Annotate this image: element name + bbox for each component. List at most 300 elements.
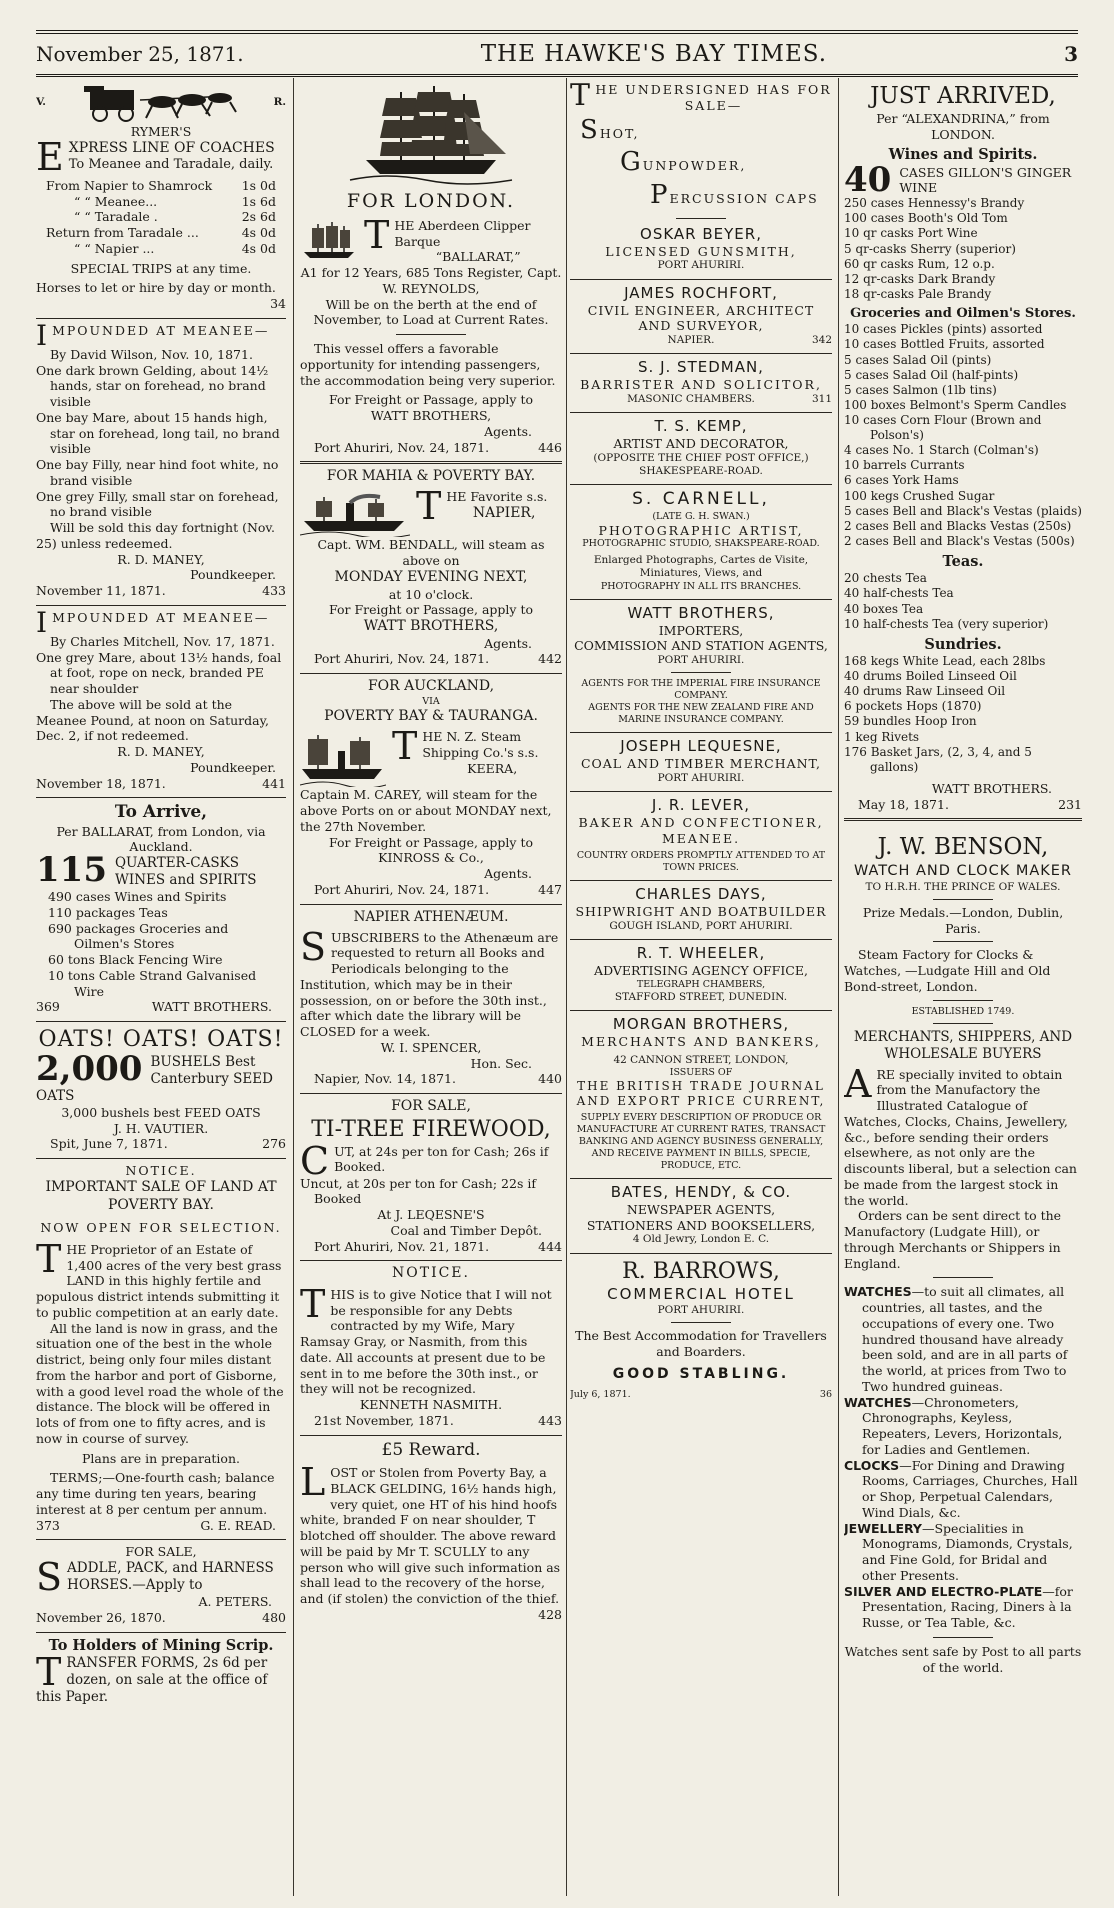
list-item: 10 cases Corn Flour (Brown and Polson's): [844, 413, 1042, 443]
business-services: AND RECEIVE PAYMENT IN BILLS, SPECIE, PRODUCE, ETC.: [591, 1147, 811, 1171]
signer: A. PETERS.: [198, 1594, 272, 1610]
fare-price: 1s 6d: [241, 193, 276, 209]
business-trade: BARRISTER AND SOLICITOR,: [580, 377, 822, 393]
agents-label: Agents.: [484, 423, 532, 439]
fare-price: 2s 6d: [241, 209, 276, 225]
list-item: 6 cases York Hams: [844, 473, 959, 488]
agency-note: AGENTS FOR THE NEW ZEALAND FIRE AND MARINE INSURANCE COMPANY.: [588, 702, 814, 726]
ad-charles-days: [570, 881, 832, 940]
ad-saddle: FOR SALE, SADDLE, PACK, and HARNESS HORSES.—Apply to A. PETERS. November 26, 1870. 480: [36, 1540, 286, 1632]
goods-item: UNPOWDER,: [642, 158, 747, 174]
list-item: 40 boxes Tea: [844, 601, 924, 616]
paragraph: ADDLE, PACK, and HARNESS HORSES.—Apply to: [67, 1560, 274, 1594]
column-rule: [293, 78, 294, 1896]
apply-line: For Freight or Passage, apply to: [329, 834, 533, 850]
column-3: [570, 78, 832, 1896]
product-item: [844, 1521, 1082, 1584]
paragraph: UT, at 24s per ton for Cash; 26s if Booked.: [334, 1143, 549, 1175]
list-item: 1 keg Rivets: [844, 729, 920, 744]
list-item: 6 pockets Hops (1870): [844, 699, 982, 714]
list-item: 5 cases Salad Oil (half-pints): [844, 367, 1019, 382]
ship-name: KEERA,: [467, 760, 518, 776]
ad-heading: FOR LONDON.: [346, 190, 516, 212]
paragraph: UBSCRIBERS to the Athenæum are requested to return all Books and Periodicals belonging to the Institution, which may be in their possession, on or before the 30th inst., after which date the library will be CLOSED for a week.: [300, 929, 559, 1040]
product-item: [844, 1584, 1082, 1631]
paragraph: A1 for 12 Years, 685 Tons Register, Capt. W. REYNOLDS,: [300, 265, 562, 296]
coach-horses-icon: [80, 82, 240, 124]
fare-route: “ “ Taradale .: [74, 209, 158, 225]
impound-by: By David Wilson, Nov. 10, 1871.: [50, 346, 253, 362]
ad-title: HE Favorite s.s.: [446, 489, 548, 505]
ad-rymer-coaches: [36, 78, 286, 319]
wines-list: [844, 196, 1082, 302]
ad-number: 480: [262, 1609, 286, 1625]
ad-number: 444: [538, 1238, 562, 1254]
agent-name: KINROSS & Co.,: [378, 850, 484, 866]
section-heading: Teas.: [942, 553, 984, 571]
ad-watt-brothers: [570, 600, 832, 733]
fare-route: “ “ Meanee...: [74, 193, 158, 209]
ad-date: November 26, 1870.: [36, 1609, 166, 1625]
ad-benson: J. W. BENSON, WATCH AND CLOCK MAKER TO H.R.H. THE PRINCE OF WALES. Prize Medals.—London, Dublin, Paris. Steam Factory for Clocks & Watches, —Ludgate Hill and Old Bond-street, London. ESTABLISHED 1749. MERCHANTS, SHIPPERS, AND WHOLESALE BUYERS ARE specially invited to obtain from the Manufactory the Illustrated Catalogue of Watches, Clocks, Chains, Jewellery, &c., before sending their orders elsewhere, as not only are the discounts liberal, but a selection can be made from the largest stock in the world. Orders can be sent direct to the Manufactory (Ludgate Hill), or through Merchants or Shippers in England. WATCHES—to suit all climates, all countries, all tastes, and the occupations of every one. Two hundred thousand have already been sold, and are in all parts of the world, at prices from Two to Two hundred guineas. WATCHES—Chronometers, Chronographs, Keyless, Repeaters, Levers, Horizontals, for Ladies and Gentlemen. CLOCKS—For Dining and Drawing Rooms, Carriages, Churches, Hall or Shop, Perpetual Calendars, Wind Dials, &c. JEWELLERY—Specialities in Monograms, Diamonds, Crystals, and Fine Gold, for Bridal and other Presents. SILVER AND ELECTRO-PLATE—for Presentation, Racing, Diners à la Russe, or Tea Table, &c. Watches sent safe by Post to all parts of the world.: [844, 834, 1082, 1675]
list-item: 250 cases Hennessy's Brandy: [844, 196, 1025, 211]
ad-lequesne: [570, 733, 832, 792]
ad-subtitle: To Meanee and Taradale, daily.: [68, 157, 274, 173]
list-item: One bay Mare, about 15 hands high, star on forehead, long tail, no brand visible: [36, 409, 280, 457]
business-trade: COMMISSION AND STATION AGENTS,: [574, 638, 828, 654]
ad-heading: To Holders of Mining Scrip.: [48, 1636, 274, 1654]
list-item: 20 chests Tea: [844, 571, 927, 586]
fare-row: [46, 209, 276, 225]
ad-heading: To Arrive,: [114, 802, 208, 823]
agents-label: Agents.: [484, 866, 532, 882]
masthead: [36, 30, 1078, 77]
product-text: —for Presentation, Racing, Diners à la Russe, or Tea Table, &c.: [862, 1583, 1073, 1631]
business-trade: PHOTOGRAPHIC ARTIST,: [598, 522, 804, 538]
column-rule: [566, 78, 567, 1896]
signer-title: Poundkeeper.: [190, 759, 276, 775]
horses-line: Horses to let or hire by day or month.: [36, 280, 276, 296]
ad-reward: £5 Reward. LOST or Stolen from Poverty Bay, a BLACK GELDING, 16½ hands high, very quiet, one HT of his hind hoofs white, branded F on near shoulder, T blotched off shoulder. The above reward will be paid by Mr T. SCULLY to any person who will give such information as shall lead to the recovery of the horse, and (if stolen) the conviction of the thief. 428: [300, 1439, 562, 1622]
agents-label: Agents.: [484, 635, 532, 651]
ad-date: Napier, Nov. 14, 1871.: [314, 1071, 456, 1087]
goods-line: PERCUSSION CAPS: [650, 180, 819, 210]
ad-date: November 11, 1871.: [36, 583, 166, 598]
list-item: 60 qr casks Rum, 12 o.p.: [844, 256, 995, 271]
route: POVERTY BAY & TAURANGA.: [324, 707, 538, 724]
small-ship-icon: [300, 220, 358, 262]
list-item: 10 tons Cable Strand Galvanised Wire: [48, 967, 257, 999]
business-name: S. J. STEDMAN,: [638, 358, 764, 377]
big-number-text: BUSHELS Best Canterbury SEED OATS: [36, 1053, 273, 1104]
business-services: SUPPLY EVERY DESCRIPTION OF PRODUCE OR MANUFACTURE AT CURRENT RATES, TRANSACT BANKING AND AGENCY BUSINESS GENERALLY,: [576, 1112, 826, 1147]
product-item: [844, 1458, 1082, 1521]
ad-just-arrived: [844, 78, 1082, 821]
business-place: TELEGRAPH CHAMBERS,: [636, 978, 766, 990]
business-place: MEANEE.: [661, 830, 741, 846]
issue-date: November 25, 1871.: [36, 42, 244, 66]
apply-line: For Freight or Passage, apply to: [329, 392, 533, 408]
ad-heading: NOTICE.: [125, 1163, 197, 1179]
list-item: 5 cases Salad Oil (pints): [844, 352, 992, 367]
fare-price: 1s 0d: [241, 177, 276, 193]
newspaper-title: THE HAWKE'S BAY TIMES.: [480, 41, 828, 67]
list-item: 10 barrels Currants: [844, 458, 965, 473]
signer: R. D. MANEY,: [117, 551, 205, 567]
ad-heading: FOR SALE,: [125, 1544, 197, 1560]
fare-table: [36, 178, 286, 257]
signer: WATT BROTHERS.: [931, 780, 1052, 796]
product-item: [844, 1284, 1082, 1394]
ad-number: 276: [262, 1136, 286, 1152]
paragraph: All the land is now in grass, and the situation one of the best in the whole district, being only four miles distant from the harbor and port of Gisborne, with a good level road the whole of the distance. The block will be offered in lots of from one to fifty acres, and is now in course of survey.: [36, 1320, 284, 1446]
agent-name: WATT BROTHERS,: [370, 408, 492, 424]
ad-date: Port Ahuriri, Nov. 24, 1871.: [314, 439, 490, 455]
business-place: SHAKESPEARE-ROAD.: [639, 464, 763, 477]
ad-heading: £5 Reward.: [381, 1439, 481, 1460]
business-name: JAMES ROCHFORT,: [624, 283, 778, 302]
signer: KENNETH NASMITH.: [359, 1397, 503, 1413]
ad-athenaeum: NAPIER ATHENÆUM. SUBSCRIBERS to the Athenæum are requested to return all Books and Periodicals belonging to the Institution, which may be in their possession, on or before the 30th inst., after which date the library will be CLOSED for a week. W. I. SPENCER, Hon. Sec. Napier, Nov. 14, 1871. 440: [300, 905, 562, 1095]
paragraph: Capt. WM. BENDALL, will steam as above on: [317, 537, 545, 569]
list-item: 176 Basket Jars, (2, 3, 4, and 5 gallons): [844, 744, 1032, 774]
teas-list: [844, 571, 1082, 631]
list-item: 5 qr-casks Sherry (superior): [844, 241, 1016, 256]
business-name: T. S. KEMP,: [654, 417, 748, 436]
fare-route: “ “ Napier ...: [74, 240, 155, 256]
paragraph: RE specially invited to obtain from the Manufactory the Illustrated Catalogue of Watches, Clocks, Chains, Jewellery, &c., before sending their orders elsewhere, as not only are the discounts liberal, but a selection can be made from the largest stock in the world.: [844, 1066, 1077, 1208]
sailing-ship-icon: [346, 82, 516, 186]
ad-to-arrive: [36, 798, 286, 1022]
ad-heading: NOTICE.: [392, 1265, 470, 1282]
footer-line: Watches sent safe by Post to all parts of the world.: [844, 1643, 1082, 1675]
ad-date: Port Ahuriri, Nov. 21, 1871.: [314, 1238, 490, 1254]
agency-note: AGENTS FOR THE IMPERIAL FIRE INSURANCE COMPANY.: [581, 678, 821, 702]
ad-line: 3,000 bushels best FEED OATS: [61, 1104, 261, 1120]
ad-title: IMPORTANT SALE OF LAND AT POVERTY BAY.: [45, 1178, 277, 1213]
ad-morgan-brothers: [570, 1011, 832, 1179]
business-trade: NEWSPAPER AGENTS,: [626, 1201, 776, 1217]
list-item: 18 qr-casks Pale Brandy: [844, 286, 992, 301]
product-keyword: SILVER AND ELECTRO-PLATE: [844, 1583, 1043, 1599]
ad-heading: RYMER'S: [130, 124, 192, 139]
ad-date: May 18, 1871.: [858, 796, 949, 812]
via-label: VIA: [422, 695, 440, 707]
ad-kemp: [570, 413, 832, 485]
list-item: 110 packages Teas: [48, 904, 168, 920]
royal-warrant: TO H.R.H. THE PRINCE OF WALES.: [865, 880, 1061, 893]
goods-line: SHOT,: [580, 114, 640, 145]
business-name: BATES, HENDY, & CO.: [610, 1182, 792, 1201]
hotel-name: COMMERCIAL HOTEL: [607, 1285, 795, 1304]
list-item: One grey Mare, about 13½ hands, foal at foot, rope on neck, branded PE near shoulder: [36, 649, 282, 696]
product-item: [844, 1395, 1082, 1458]
goods-list: [36, 889, 286, 999]
product-keyword: CLOCKS: [844, 1457, 900, 1473]
big-number: 2,000: [36, 1053, 143, 1089]
business-place: PHOTOGRAPHIC STUDIO, SHAKSPEARE-ROAD.: [582, 538, 820, 550]
product-keyword: WATCHES: [844, 1284, 912, 1300]
ad-number: 369: [36, 999, 60, 1015]
ad-date: Port Ahuriri, Nov. 24, 1871.: [314, 881, 490, 897]
business-place: PORT AHURIRI.: [657, 771, 745, 784]
signer-title: Hon. Sec.: [470, 1055, 532, 1071]
business-trade: MERCHANTS AND BANKERS,: [581, 1033, 821, 1049]
list-item: 5 cases Bell and Black's Vestas (plaids): [844, 503, 1082, 518]
business-place: PORT AHURIRI.: [657, 259, 745, 272]
fare-route: Return from Taradale ...: [46, 225, 199, 240]
business-name: OSKAR BEYER,: [640, 224, 762, 243]
business-services: Enlarged Photographs, Cartes de Visite, Miniatures, Views, and: [593, 554, 809, 580]
ad-number: 442: [538, 651, 562, 667]
ad-firewood: FOR SALE, TI-TREE FIREWOOD, CUT, at 24s per ton for Cash; 26s if Booked. Uncut, at 20s per ton for Cash; 22s if Booked At J. LEQESNE'S Coal and Timber Depôt. Port Ahuriri, Nov. 21, 1871. 444: [300, 1094, 562, 1261]
paragraph: Captain M. CAREY, will steam for the above Ports on or about MONDAY next, the 27th November.: [300, 787, 552, 834]
ad-heading: MPOUNDED AT MEANEE—: [52, 322, 270, 338]
ad-oskar-beyer: T HE UNDERSIGNED HAS FOR SALE— SHOT, GUNPOWDER, PERCUSSION CAPS OSKAR BEYER, LICENSED GUNSMITH, PORT AHURIRI.: [570, 78, 832, 280]
big-number-text: QUARTER-CASKS WINES and SPIRITS: [114, 855, 257, 889]
ad-number: 440: [538, 1071, 562, 1087]
fare-price: 4s 0d: [241, 240, 276, 256]
groceries-list: [844, 322, 1082, 549]
goods-line: GUNPOWDER,: [620, 147, 747, 178]
ad-title: TI-TREE FIREWOOD,: [311, 1116, 551, 1142]
big-number-text: CASES GILLON'S GINGER WINE: [899, 164, 1072, 196]
business-name: S. CARNELL,: [632, 489, 770, 510]
list-item: 10 cases Bottled Fruits, assorted: [844, 337, 1045, 352]
ad-subtitle: NOW OPEN FOR SELECTION.: [40, 1220, 282, 1236]
business-name: MORGAN BROTHERS,: [612, 1015, 790, 1034]
ad-stedman: [570, 354, 832, 413]
list-item: 100 boxes Belmont's Sperm Candles: [844, 397, 1067, 412]
page-number: 3: [1064, 42, 1078, 66]
paragraph: HE Proprietor of an Estate of 1,400 acres of the very best grass LAND in this highly fertile and populous district intends submitting it to public competition at an early date.: [36, 1241, 282, 1320]
ad-nasmith-notice: NOTICE. THIS is to give Notice that I will not be responsible for any Debts contracted by my Wife, Mary Ramsay Gray, or Nasmith, from this date. All accounts at present due to be sent in to me before the 30th inst., or they will not be recognized. KENNETH NASMITH. 21st November, 1871. 443: [300, 1261, 562, 1435]
column-1: [36, 78, 286, 1896]
ad-number: 428: [538, 1606, 562, 1622]
paragraph: The Best Accommodation for Travellers and Boarders.: [575, 1328, 827, 1360]
fare-row: [46, 194, 276, 210]
list-item: One dark brown Gelding, about 14½ hands, star on forehead, no brand visible: [36, 362, 269, 409]
ad-keera-steamer: FOR AUCKLAND, VIA POVERTY BAY & TAURANGA. T HE N. Z. Steam Shipping Co.'s s.s. KEERA, Captain M. CAREY, will steam for the above Ports on or about MONDAY next, the 27th November. For Freight or Passage, apply to KINROSS & Co., Agents. Port Ahuriri, Nov. 24, 1871. 447: [300, 674, 562, 904]
list-item: 12 qr-casks Dark Brandy: [844, 271, 996, 286]
ad-subtitle: Per “ALEXANDRINA,” from LONDON.: [876, 110, 1050, 142]
product-keyword: JEWELLERY: [844, 1520, 922, 1536]
ad-number: 373: [36, 1517, 60, 1533]
sailing-day: MONDAY EVENING NEXT,: [334, 568, 528, 585]
business-place: STAFFORD STREET, DUNEDIN.: [614, 990, 788, 1003]
paragraph: HIS is to give Notice that I will not be responsible for any Debts contracted by my Wife, Mary Ramsay Gray, or Nasmith, from this date. All accounts at present due to be sent in to me before the 30th inst., or they will not be recognized.: [300, 1286, 552, 1397]
business-trade: IMPORTERS,: [658, 622, 744, 638]
business-trade: STATIONERS AND BOOKSELLERS,: [586, 1217, 816, 1233]
steamship-icon: [300, 491, 410, 537]
paragraph: RANSFER FORMS, 2s 6d per dozen, on sale at the office of this Paper.: [36, 1654, 268, 1705]
business-place: 42 CANNON STREET, LONDON,: [613, 1053, 789, 1066]
ad-subtitle: MERCHANTS, SHIPPERS, AND WHOLESALE BUYERS: [853, 1028, 1073, 1062]
list-item: 10 qr casks Port Wine: [844, 226, 978, 241]
business-trade: CIVIL ENGINEER, ARCHITECT AND SURVEYOR,: [587, 302, 815, 334]
section-heading: Groceries and Oilmen's Stores.: [850, 306, 1076, 321]
list-item: 60 tons Black Fencing Wire: [48, 952, 223, 968]
fare-price: 4s 0d: [241, 225, 276, 240]
signer: R. D. MANEY,: [117, 744, 205, 759]
ad-title: HE Aberdeen Clipper Barque: [394, 217, 531, 249]
sundries-list: [844, 654, 1082, 775]
business-trade: ARTIST AND DECORATOR,: [613, 435, 789, 451]
big-number: 115: [36, 855, 107, 890]
paragraph: OST or Stolen from Poverty Bay, a BLACK GELDING, 16½ hands high, very quiet, one HT of his hind hoofs white, branded F on near shoulder, T blotched off shoulder. The above reward will be paid by Mr T. SCULLY to any person who will give such information as shall lead to the recovery of the horse, and (if stolen) the conviction of the thief.: [300, 1465, 561, 1607]
ad-title: HE UNDERSIGNED HAS FOR SALE—: [595, 82, 832, 113]
signer: WATT BROTHERS.: [151, 999, 272, 1015]
list-item: 690 packages Groceries and Oilmen's Stores: [48, 920, 229, 952]
special-trips: SPECIAL TRIPS at any time.: [70, 260, 252, 276]
business-note: ISSUERS OF: [669, 1066, 733, 1078]
business-trade: COAL AND TIMBER MERCHANT,: [580, 756, 822, 772]
logo-letter-v: V.: [36, 96, 46, 109]
ad-number: 231: [1058, 796, 1082, 812]
business-note: COUNTRY ORDERS PROMPTLY ATTENDED TO AT TOWN PRICES.: [576, 850, 826, 874]
business-name: JOSEPH LEQUESNE,: [620, 737, 782, 756]
ad-date: Port Ahuriri, Nov. 24, 1871.: [314, 651, 490, 667]
paragraph: Steam Factory for Clocks & Watches, —Ludgate Hill and Old Bond-street, London.: [844, 947, 1051, 994]
logo-letter-r: R.: [273, 96, 286, 109]
list-item: 4 cases No. 1 Starch (Colman's): [844, 443, 1039, 458]
ad-heading: FOR MAHIA & POVERTY BAY.: [326, 468, 536, 485]
ad-title: HE N. Z. Steam Shipping Co.'s s.s.: [422, 729, 539, 761]
fare-row: [46, 241, 276, 257]
goods-item: HOT,: [599, 125, 640, 141]
list-item: 100 cases Booth's Old Tom: [844, 211, 1008, 226]
ad-carnell: [570, 485, 832, 600]
list-item: 10 half-chests Tea (very superior): [844, 616, 1049, 631]
sale-note: Will be sold this day fortnight (Nov. 25) unless redeemed.: [36, 520, 275, 551]
section-heading: Wines and Spirits.: [888, 146, 1038, 164]
ad-mining-scrip: To Holders of Mining Scrip. TRANSFER FORMS, 2s 6d per dozen, on sale at the office of this Paper.: [36, 1633, 286, 1712]
business-place: MASONIC CHAMBERS.: [627, 392, 755, 405]
business-name: R. BARROWS,: [622, 1258, 780, 1284]
seller: At J. LEQESNE'S: [377, 1207, 485, 1222]
paragraph: Plans are in preparation.: [82, 1450, 240, 1466]
ad-lever: [570, 792, 832, 881]
ad-impounded-2: I MPOUNDED AT MEANEE— By Charles Mitchell, Nov. 17, 1871. One grey Mare, about 13½ hands, foal at foot, rope on neck, branded PE near shoulder The above will be sold at the Meanee Pound, at noon on Saturday, Dec. 2, if not redeemed. R. D. MANEY, Poundkeeper. November 18, 1871. 441: [36, 606, 286, 799]
ad-number: 342: [811, 334, 832, 346]
ad-heading: OATS! OATS! OATS!: [38, 1027, 284, 1053]
list-item: 2 cases Bell and Blacks Vestas (250s): [844, 518, 1072, 533]
ad-number: 311: [811, 392, 832, 405]
ad-bates-hendy: [570, 1179, 832, 1254]
stabling-line: GOOD STABLING.: [612, 1365, 790, 1382]
list-item: 168 kegs White Lead, each 28lbs: [844, 653, 1046, 668]
business-note: (LATE G. H. SWAN.): [652, 510, 750, 522]
ad-number: 441: [262, 775, 286, 791]
seller-place: Coal and Timber Depôt.: [390, 1222, 542, 1238]
ad-land-sale: NOTICE. IMPORTANT SALE OF LAND AT POVERTY BAY. NOW OPEN FOR SELECTION. THE Proprietor of an Estate of 1,400 acres of the very best grass LAND in this highly fertile and populous district intends submitting it to public competition at an early date. All the land is now in grass, and the situation one of the best in the whole district, being only four miles distant from the harbor and port of Gisborne, with a good level road the whole of the distance. The block will be offered in lots of from one to fifty acres, and is now in course of survey. Plans are in preparation. TERMS;—One-fourth cash; balance any time during ten years, bearing interest at 8 per centum per annum. 373 G. E. READ.: [36, 1159, 286, 1540]
ad-heading: MPOUNDED AT MEANEE—: [52, 609, 270, 625]
big-number: 40: [844, 164, 892, 197]
ship-name: NAPIER,: [472, 505, 536, 522]
ad-title: XPRESS LINE OF COACHES: [68, 139, 275, 156]
business-name: CHARLES DAYS,: [635, 885, 767, 904]
signer: G. E. READ.: [200, 1517, 276, 1533]
business-trade: SHIPWRIGHT AND BOATBUILDER: [575, 904, 827, 920]
signer: J. H. VAUTIER.: [113, 1120, 209, 1136]
list-item: 40 half-chests Tea: [844, 586, 954, 601]
business-place: 4 Old Jewry, London E. C.: [632, 1233, 770, 1246]
business-place: PORT AHURIRI.: [657, 1304, 745, 1317]
ad-impounded-1: I MPOUNDED AT MEANEE— By David Wilson, Nov. 10, 1871. One dark brown Gelding, about 14½ hands, star on forehead, no brand visible One bay Mare, about 15 hands high, star on forehead, long tail, no brand visible One bay Filly, near hind foot white, no brand visible One grey Filly, small star on forehead, no brand visible Will be sold this day fortnight (Nov. 25) unless redeemed. R. D. MANEY, Poundkeeper. November 11, 1871. 433: [36, 319, 286, 606]
business-place: NAPIER.: [667, 334, 715, 346]
business-trade: BAKER AND CONFECTIONER,: [578, 814, 824, 830]
paragraph: This vessel offers a favorable opportunity for intending passengers, the accommodation being very superior.: [300, 341, 556, 388]
paragraph: Orders can be sent direct to the Manufactory (Ludgate Hill), or through Merchants or Shippers in England.: [844, 1208, 1062, 1271]
product-text: —Specialities in Monograms, Diamonds, Crystals, and Fine Gold, for Bridal and other Presents.: [862, 1520, 1073, 1583]
apply-line: For Freight or Passage, apply to: [329, 602, 533, 618]
agent-name: WATT BROTHERS,: [363, 618, 499, 635]
paragraph: Will be on the berth at the end of November, to Load at Current Rates.: [313, 296, 549, 328]
ad-number: 36: [819, 1389, 832, 1401]
ad-number: 433: [262, 583, 286, 598]
list-item: 10 cases Pickles (pints) assorted: [844, 322, 1043, 337]
list-item: 100 kegs Crushed Sugar: [844, 488, 995, 503]
column-2: [300, 78, 562, 1896]
list-item: 40 drums Raw Linseed Oil: [844, 684, 1006, 699]
ad-number: 34: [270, 296, 286, 311]
ad-heading: JUST ARRIVED,: [870, 83, 1056, 109]
steamship-icon: [300, 731, 386, 787]
journal-title: THE BRITISH TRADE JOURNAL AND EXPORT PRICE CURRENT,: [576, 1078, 826, 1108]
column-rule: [838, 78, 839, 1896]
ad-napier-steamer: FOR MAHIA & POVERTY BAY. T HE Favorite s.s. NAPIER, Capt. WM. BENDALL, will steam as above on MONDAY EVENING NEXT, at 10 o'clock. For Freight or Passage, apply to WATT BROTHERS, Agents. Port Ahuriri, Nov. 24, 1871. 442: [300, 464, 562, 674]
signer: W. I. SPENCER,: [380, 1039, 482, 1055]
fare-route: From Napier to Shamrock: [46, 177, 213, 193]
ad-ballarat: FOR LONDON. T HE Aberdeen Clipper Barque “BALLARAT,” A1 for 12 Years, 685 Tons Register, Capt. W. REYNOLDS, Will be on the berth at the end of November, to Load at Current Rates. This vessel offers a favorable opportunity for intending passengers, the accommodation being very superior. For Freight or Passage, apply to WATT BROTHERS, Agents. Port Ahuriri, Nov. 24, 1871. 446: [300, 78, 562, 464]
list-item: One grey Filly, small star on forehead, no brand visible: [36, 488, 279, 520]
impound-by: By Charles Mitchell, Nov. 17, 1871.: [50, 633, 275, 649]
business-services: PHOTOGRAPHY IN ALL ITS BRANCHES.: [600, 580, 802, 592]
paragraph: TERMS;—One-fourth cash; balance any time during ten years, bearing interest at 8 per centum per annum.: [36, 1470, 275, 1517]
fare-row: [46, 178, 276, 194]
medals-line: Prize Medals.—London, Dublin, Paris.: [862, 904, 1064, 936]
list-item: One bay Filly, near hind foot white, no brand visible: [36, 457, 279, 488]
ship-name: “BALLARAT,”: [435, 249, 521, 265]
ad-rochfort: [570, 280, 832, 355]
product-text: —For Dining and Drawing Rooms, Carriages, Churches, Hall or Shop, Perpetual Calendars, Wind Dials, &c.: [862, 1457, 1078, 1520]
ad-number: 446: [538, 439, 562, 455]
ad-date: November 18, 1871.: [36, 775, 166, 791]
business-trade: WATCH AND CLOCK MAKER: [853, 863, 1073, 880]
ad-number: 447: [538, 881, 562, 897]
ad-date: July 6, 1871.: [570, 1389, 631, 1401]
business-name: R. T. WHEELER,: [636, 944, 766, 963]
list-item: 40 drums Boiled Linseed Oil: [844, 669, 1017, 684]
business-name: J. R. LEVER,: [651, 796, 751, 814]
ad-wheeler: [570, 940, 832, 1011]
list-item: 2 cases Bell and Black's Vestas (500s): [844, 533, 1075, 548]
paragraph: Uncut, at 20s per ton for Cash; 22s if Booked: [300, 1175, 536, 1207]
ad-date: Spit, June 7, 1871.: [50, 1136, 168, 1152]
business-name: WATT BROTHERS,: [627, 603, 775, 622]
list-item: 490 cases Wines and Spirits: [48, 889, 227, 905]
business-name: J. W. BENSON,: [877, 834, 1049, 861]
business-trade: ADVERTISING AGENCY OFFICE,: [594, 963, 808, 979]
established-line: ESTABLISHED 1749.: [911, 1005, 1015, 1017]
sale-note: The above will be sold at the Meanee Pound, at noon on Saturday, Dec. 2, if not redeemed.: [36, 696, 269, 744]
business-place: GOUGH ISLAND, PORT AHURIRI.: [609, 919, 793, 932]
sailing-time: at 10 o'clock.: [388, 586, 474, 602]
business-place: (OPPOSITE THE CHIEF POST OFFICE,): [593, 451, 809, 464]
product-text: —to suit all climates, all countries, all tastes, and the occupations of every one. Two hundred thousand have already been sold, and are in all parts of the world, at prices from Two to Two hundred guineas.: [862, 1284, 1068, 1394]
goods-item: ERCUSSION CAPS: [669, 191, 819, 206]
section-heading: Sundries.: [924, 635, 1002, 653]
